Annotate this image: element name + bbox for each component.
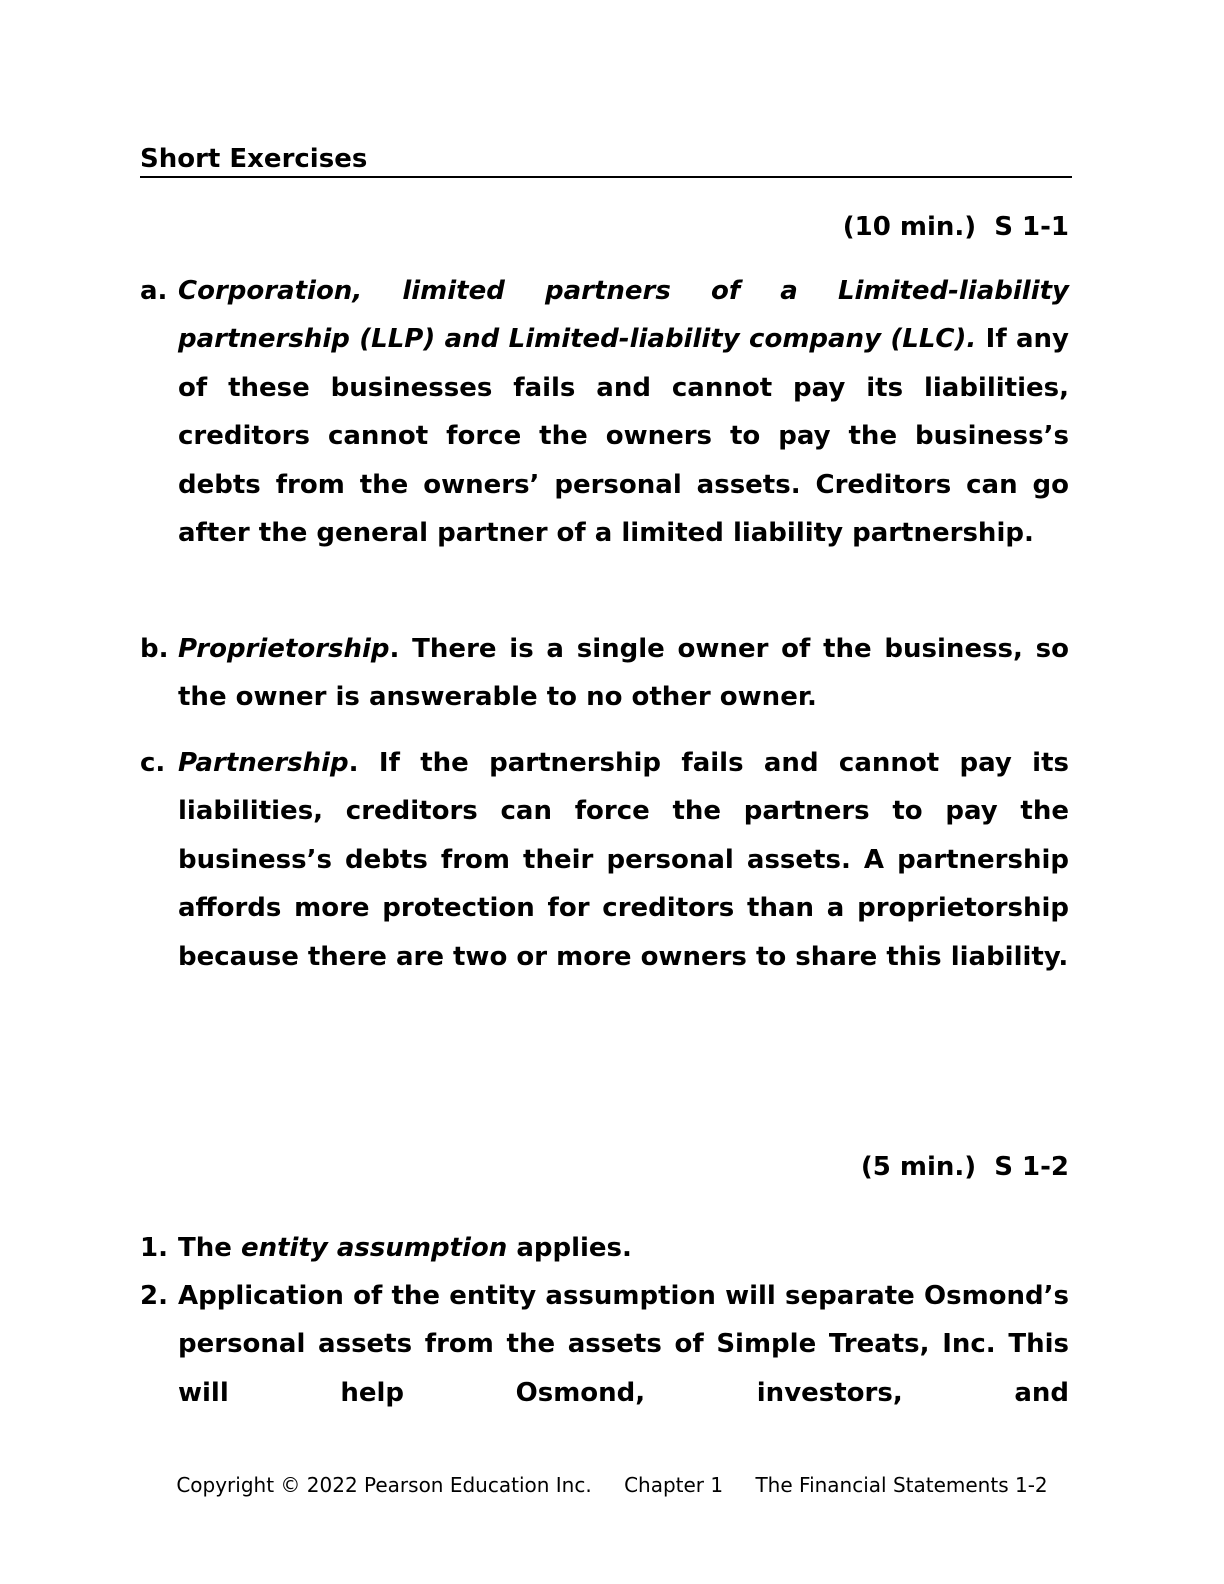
list-item-body [178, 267, 1069, 557]
entity-term: entity assumption [240, 1233, 508, 1263]
list-marker: 2. [140, 1281, 168, 1311]
list-marker: a. [140, 276, 168, 306]
list-marker: 1. [140, 1233, 168, 1263]
footer-title: The Financial Statements 1-2 [755, 1473, 1048, 1497]
item-text: . If the partnership fails and cannot pay its liabilities, creditors can force the partners to pay the business’s debts from their personal assets. A partnership affords more protection for creditors than a proprietorship because there are two or more owners to share this liability. [178, 748, 1069, 972]
list-item-body [178, 1272, 1069, 1417]
list-item-body [178, 1224, 1069, 1272]
entity-term: Proprietorship [178, 634, 390, 664]
item-text: . There is a single owner of the business, so the owner is answerable to no other owner. [178, 634, 1069, 713]
entity-term: Corporation, limited partners of a Limited-liability partnership (LLP) and Limited-liability company (LLC). [178, 276, 1069, 355]
section-heading: Short Exercises [140, 142, 1072, 178]
exercise-ref-s1-2: (5 min.) S 1-2 [860, 1152, 1069, 1182]
list-item-a [140, 267, 1069, 557]
list-marker: c. [140, 748, 166, 778]
item-text: Application of the entity assumption will separate Osmond’s personal assets from the assets of Simple Treats, Inc. This will help Osmond, investors, and [178, 1281, 1069, 1408]
item-text: If any of these businesses fails and cannot pay its liabilities, creditors cannot force the owners to pay the business’s debts from the owners’ personal assets. Creditors can go after the general partner of a limited liability partnership. [178, 324, 1070, 549]
list-item-body [178, 625, 1069, 722]
exercise-ref-s1-1: (10 min.) S 1-1 [842, 212, 1069, 242]
list-item-body [178, 739, 1069, 981]
entity-term: Partnership [178, 748, 349, 778]
footer-copyright: Copyright © 2022 Pearson Education Inc. [176, 1473, 592, 1497]
footer-chapter: Chapter 1 [624, 1473, 724, 1497]
item-text-pre: The [178, 1233, 241, 1263]
page-footer [0, 1472, 1224, 1498]
list-item-1 [140, 1224, 1069, 1272]
list-item-b [140, 625, 1069, 722]
item-text: applies. [507, 1233, 632, 1263]
list-item-c [140, 739, 1069, 981]
list-marker: b. [140, 634, 169, 664]
list-item-2 [140, 1272, 1069, 1417]
